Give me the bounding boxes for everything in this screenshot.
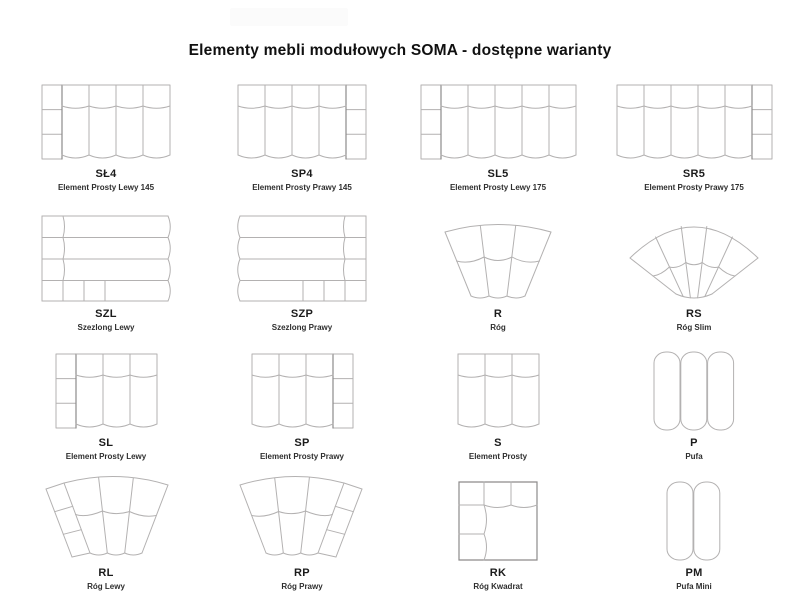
- variant-name: Róg: [490, 323, 506, 332]
- variant-name: Pufa: [685, 452, 703, 461]
- variant-cell-sl4: [8, 84, 204, 192]
- variant-cell-sp4: [204, 84, 400, 192]
- shape-straight-drawing: [55, 353, 158, 431]
- variant-drawing-r: [433, 210, 563, 302]
- variant-cell-p: [596, 332, 792, 461]
- variant-cell-sp: [204, 332, 400, 461]
- variant-drawing-pm: [666, 481, 722, 561]
- variant-drawing-p: [653, 351, 735, 431]
- variant-code: R: [493, 308, 503, 320]
- variant-code: RS: [686, 308, 702, 320]
- variant-cell-sl5: [400, 84, 596, 192]
- shape-fanArm-drawing: [32, 463, 180, 561]
- variant-name: Róg Lewy: [87, 582, 125, 591]
- variant-name: Róg Slim: [676, 323, 712, 332]
- page-title: Elementy mebli modułowych SOMA - dostępne warianty: [188, 42, 612, 59]
- variant-code: SP: [294, 437, 310, 449]
- variant-cell-sr5: [596, 84, 792, 192]
- shape-straight-drawing: [251, 353, 354, 431]
- shape-pufa-drawing: [666, 481, 722, 561]
- variant-code: SL5: [487, 168, 509, 180]
- variant-drawing-sp: [251, 353, 354, 431]
- variant-code: SŁ4: [95, 168, 117, 180]
- variant-drawing-rp: [228, 463, 376, 561]
- variant-drawing-rs: [624, 206, 764, 302]
- variant-cell-s: [400, 332, 596, 461]
- shape-straight-drawing: [237, 84, 367, 162]
- variant-name: Element Prosty Prawy 175: [644, 183, 744, 192]
- shape-square-drawing: [458, 481, 538, 561]
- variant-cell-rp: [204, 461, 400, 591]
- variant-name: Element Prosty: [468, 452, 528, 461]
- variant-drawing-rl: [32, 463, 180, 561]
- variant-drawing-s: [457, 353, 540, 431]
- shape-straight-drawing: [616, 84, 773, 162]
- variant-drawing-sl5: [420, 84, 577, 162]
- variant-code: P: [690, 437, 698, 449]
- variant-drawing-szl: [41, 215, 171, 302]
- shape-pufa-drawing: [653, 351, 735, 431]
- variant-grid: [8, 84, 792, 591]
- variant-cell-r: [400, 192, 596, 332]
- variant-drawing-sl4: [41, 84, 171, 162]
- variant-cell-sl: [8, 332, 204, 461]
- variant-code: SR5: [682, 168, 706, 180]
- shape-fanArm-drawing: [228, 463, 376, 561]
- shape-chaise-drawing: [41, 215, 171, 302]
- variant-name: Szezlong Lewy: [77, 323, 135, 332]
- variant-code: SZL: [95, 308, 117, 320]
- variant-code: SZP: [290, 308, 314, 320]
- variant-drawing-sp4: [237, 84, 367, 162]
- variant-cell-rk: [400, 461, 596, 591]
- variant-drawing-sr5: [616, 84, 773, 162]
- variant-code: PM: [685, 567, 703, 579]
- variant-name: Element Prosty Prawy: [259, 452, 345, 461]
- variant-name: Element Prosty Lewy: [65, 452, 147, 461]
- shape-straight-drawing: [457, 353, 540, 431]
- variant-name: Element Prosty Lewy 145: [57, 183, 155, 192]
- variant-code: S: [494, 437, 502, 449]
- variant-cell-rl: [8, 461, 204, 591]
- shape-fan3-drawing: [433, 210, 563, 302]
- variant-code: SL: [98, 437, 114, 449]
- variant-code: RP: [294, 567, 310, 579]
- variant-cell-pm: [596, 461, 792, 591]
- shape-straight-drawing: [41, 84, 171, 162]
- variant-drawing-sl: [55, 353, 158, 431]
- variant-drawing-szp: [237, 215, 367, 302]
- variant-drawing-rk: [458, 481, 538, 561]
- variant-name: Róg Prawy: [281, 582, 323, 591]
- variant-code: RL: [98, 567, 114, 579]
- shape-chaise-drawing: [237, 215, 367, 302]
- variant-name: Szezlong Prawy: [271, 323, 333, 332]
- shape-fanWide-drawing: [624, 206, 764, 302]
- variant-name: Element Prosty Lewy 175: [449, 183, 547, 192]
- variant-code: SP4: [291, 168, 313, 180]
- variant-name: Róg Kwadrat: [473, 582, 523, 591]
- variant-cell-szp: [204, 192, 400, 332]
- faint-watermark: [230, 8, 348, 26]
- variant-code: RK: [489, 567, 507, 579]
- variant-cell-rs: [596, 192, 792, 332]
- variant-name: Pufa Mini: [676, 582, 712, 591]
- variant-name: Element Prosty Prawy 145: [252, 183, 352, 192]
- shape-straight-drawing: [420, 84, 577, 162]
- variant-cell-szl: [8, 192, 204, 332]
